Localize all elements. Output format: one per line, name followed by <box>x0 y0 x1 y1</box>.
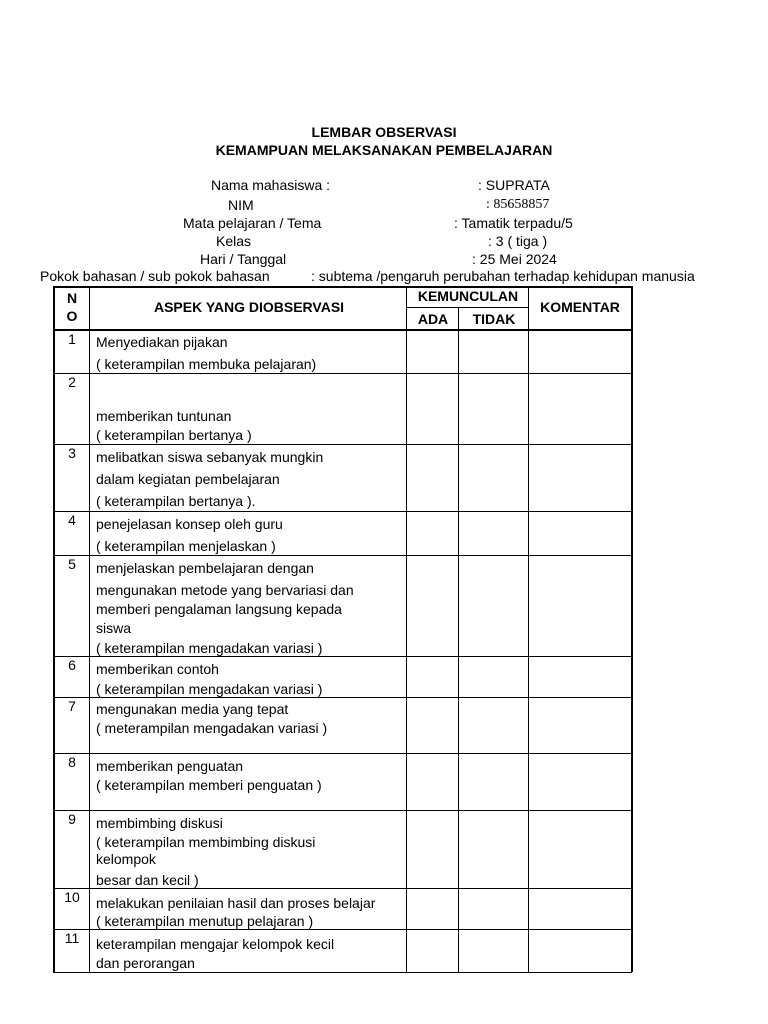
cell-ada[interactable] <box>407 754 458 810</box>
nim-value: : 85658857 <box>486 197 550 212</box>
col-divider-tidak-header <box>528 286 529 329</box>
aspek-text-line: ( keterampilan menutup pelajaran ) <box>96 913 314 929</box>
cell-komentar[interactable] <box>529 556 631 656</box>
aspek-text-line: ( keterampilan bertanya ). <box>96 493 256 509</box>
aspek-text-line: ( keterampilan mengadakan variasi ) <box>96 640 323 656</box>
table-border-right <box>631 329 633 972</box>
table-border-top <box>53 286 632 288</box>
nama-value: : SUPRATA <box>478 177 550 193</box>
table-border-left-header <box>53 286 55 329</box>
col-divider-no-header <box>89 286 90 329</box>
row-number: 5 <box>68 556 76 572</box>
cell-ada[interactable] <box>407 657 458 697</box>
cell-ada[interactable] <box>407 811 458 888</box>
aspek-text-line: ( keterampilan membuka pelajaran) <box>96 356 317 372</box>
row-number: 1 <box>68 331 76 347</box>
row-number: 4 <box>68 512 76 528</box>
pokok-value: : subtema /pengaruh perubahan terhadap kehidupan manusia <box>311 268 695 284</box>
aspek-text-line: membimbing diskusi <box>96 815 223 831</box>
aspek-text-line: besar dan kecil ) <box>96 872 199 888</box>
cell-komentar[interactable] <box>529 330 631 373</box>
pokok-label: Pokok bahasan / sub pokok bahasan <box>40 268 270 284</box>
col-divider-ada-header <box>458 307 459 329</box>
header-divider-kemunculan <box>406 307 528 308</box>
cell-ada[interactable] <box>407 445 458 511</box>
aspek-text-line: penejelasan konsep oleh guru <box>96 516 283 532</box>
aspek-text-line: ( keterampilan bertanya ) <box>96 427 252 443</box>
cell-tidak[interactable] <box>459 698 528 753</box>
header-tidak: TIDAK <box>472 311 516 327</box>
mapel-label: Mata pelajaran / Tema <box>183 215 322 231</box>
header-ada: ADA <box>417 311 449 327</box>
aspek-text-line: ( meterampilan mengadakan variasi ) <box>96 720 328 736</box>
cell-tidak[interactable] <box>459 445 528 511</box>
aspek-text-line: dan perorangan <box>96 955 195 971</box>
cell-ada[interactable] <box>407 556 458 656</box>
mapel-value: : Tamatik terpadu/5 <box>454 215 573 231</box>
aspek-text-line: melibatkan siswa sebanyak mungkin <box>96 449 324 465</box>
header-aspek: ASPEK YANG DIOBSERVASI <box>153 299 345 315</box>
aspek-text-line: melakukan penilaian hasil dan proses belajar <box>96 895 376 911</box>
table-border-right-header <box>631 286 633 329</box>
cell-komentar[interactable] <box>529 512 631 555</box>
header-no-line1: N <box>66 290 78 306</box>
cell-tidak[interactable] <box>459 512 528 555</box>
row-number: 9 <box>68 811 76 827</box>
col-divider-no <box>89 329 90 972</box>
cell-tidak[interactable] <box>459 330 528 373</box>
aspek-text-line: memberikan tuntunan <box>96 408 232 424</box>
row-number: 10 <box>64 889 80 905</box>
aspek-text-line: memberikan penguatan <box>96 758 244 774</box>
aspek-text-line: mengunakan metode yang bervariasi dan <box>96 582 354 598</box>
cell-komentar[interactable] <box>529 811 631 888</box>
cell-ada[interactable] <box>407 374 458 444</box>
cell-komentar[interactable] <box>529 374 631 444</box>
cell-ada[interactable] <box>407 930 458 972</box>
aspek-text-line: menjelaskan pembelajaran dengan <box>96 560 314 576</box>
hari-label: Hari / Tanggal <box>200 251 287 267</box>
cell-tidak[interactable] <box>459 657 528 697</box>
kelas-value: : 3 ( tiga ) <box>488 233 548 249</box>
aspek-text-line: mengunakan media yang tepat <box>96 701 289 717</box>
aspek-text-line: Menyediakan pijakan <box>96 334 228 350</box>
col-divider-aspek-header <box>406 286 407 329</box>
kelas-label: Kelas <box>216 233 252 249</box>
cell-komentar[interactable] <box>529 754 631 810</box>
row-number: 6 <box>68 657 76 673</box>
header-komentar: KOMENTAR <box>540 299 620 315</box>
table-border-left <box>53 329 55 972</box>
cell-komentar[interactable] <box>529 657 631 697</box>
cell-komentar[interactable] <box>529 698 631 753</box>
document-subtitle: KEMAMPUAN MELAKSANAKAN PEMBELAJARAN <box>215 142 553 158</box>
nama-label: Nama mahasiswa : <box>211 177 331 193</box>
hari-value: : 25 Mei 2024 <box>472 251 557 267</box>
document-title: LEMBAR OBSERVASI <box>311 124 457 140</box>
cell-ada[interactable] <box>407 330 458 373</box>
aspek-text-line: kelompok <box>96 851 156 867</box>
aspek-text-line: siswa <box>96 620 132 636</box>
cell-tidak[interactable] <box>459 374 528 444</box>
row-number: 3 <box>68 445 76 461</box>
row-number: 8 <box>68 754 76 770</box>
row-number: 2 <box>68 374 76 390</box>
aspek-text-line: ( keterampilan mengadakan variasi ) <box>96 681 323 697</box>
row-number: 7 <box>68 698 76 714</box>
cell-komentar[interactable] <box>529 889 631 929</box>
cell-ada[interactable] <box>407 889 458 929</box>
cell-komentar[interactable] <box>529 445 631 511</box>
cell-komentar[interactable] <box>529 930 631 972</box>
aspek-text-line: memberi pengalaman langsung kepada <box>96 601 342 617</box>
aspek-text-line: dalam kegiatan pembelajaran <box>96 471 280 487</box>
cell-tidak[interactable] <box>459 754 528 810</box>
cell-tidak[interactable] <box>459 556 528 656</box>
aspek-text-line: ( keterampilan membimbing diskusi <box>96 834 316 850</box>
header-kemunculan: KEMUNCULAN <box>417 288 519 304</box>
aspek-text-line: keterampilan mengajar kelompok kecil <box>96 936 335 952</box>
cell-tidak[interactable] <box>459 930 528 972</box>
cell-ada[interactable] <box>407 512 458 555</box>
aspek-text-line: memberikan contoh <box>96 661 219 677</box>
cell-ada[interactable] <box>407 698 458 753</box>
cell-tidak[interactable] <box>459 811 528 888</box>
cell-tidak[interactable] <box>459 889 528 929</box>
aspek-text-line: ( keterampilan menjelaskan ) <box>96 538 276 554</box>
header-no-line2: O <box>66 308 78 324</box>
aspek-text-line: ( keterampilan memberi penguatan ) <box>96 777 322 793</box>
row-number: 11 <box>64 930 80 946</box>
nim-label: NIM <box>228 197 254 213</box>
